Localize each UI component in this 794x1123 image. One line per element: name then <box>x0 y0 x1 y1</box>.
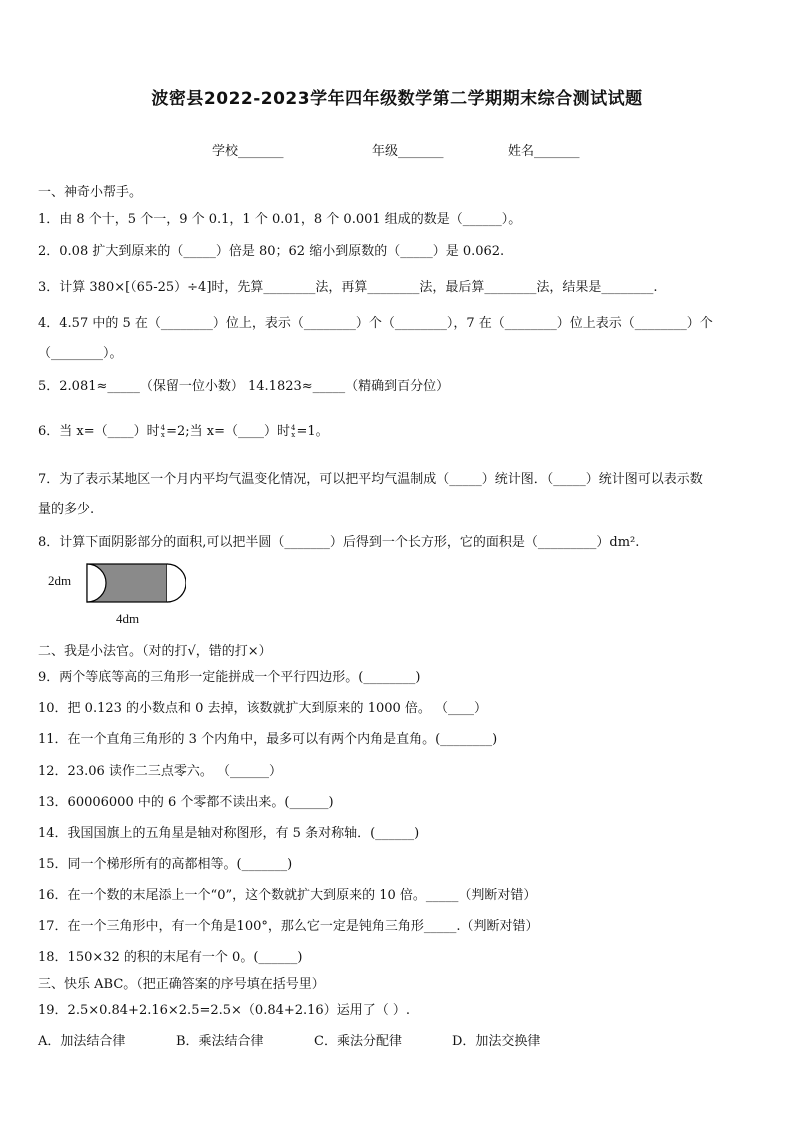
question-12: 12．23.06 读作二三点零六。 （______） <box>38 764 283 779</box>
question-2: 2．0.08 扩大到原来的（_____）倍是 80；62 缩小到原数的（_____）是 0.062. <box>38 244 505 259</box>
option-c[interactable]: C．乘法分配律 <box>314 1034 402 1049</box>
option-b[interactable]: B．乘法结合律 <box>176 1034 264 1049</box>
question-6-part-1: 6．当 x=（____）时 <box>38 424 160 439</box>
question-4-line-1: 4．4.57 中的 5 在（________）位上，表示（________）个（________），7 在（________）位上表示（________）个 <box>38 316 713 331</box>
question-7-line-1: 7．为了表示某地区一个月内平均气温变化情况，可以把平均气温制成（_____）统计图．（_____）统计图可以表示数 <box>38 472 703 487</box>
figure-height-label: 2dm <box>48 573 72 588</box>
question-13: 13．60006000 中的 6 个零都不读出来。(______) <box>38 795 334 810</box>
question-11: 11．在一个直角三角形的 3 个内角中，最多可以有两个内角是直角。(________) <box>38 732 498 747</box>
grade-field[interactable]: 年级_______ <box>372 144 444 159</box>
fraction-4-over-x-2: 4 x <box>291 423 296 439</box>
question-4-line-2: （________）。 <box>38 346 123 361</box>
question-6-part-2: =2;当 x=（____）时 <box>166 424 291 439</box>
option-a[interactable]: A．加法结合律 <box>38 1034 126 1049</box>
figure-width-label: 4dm <box>116 611 140 626</box>
question-6-part-3: =1。 <box>296 424 329 439</box>
fraction-4-over-x: 4 x <box>160 423 166 439</box>
question-1: 1．由 8 个十，5 个一，9 个 0.1，1 个 0.01，8 个 0.001 组成的数是（______）。 <box>38 212 522 227</box>
shaded-area-figure <box>86 563 186 605</box>
page-title: 波密县2022-2023学年四年级数学第二学期期末综合测试试题 <box>151 89 643 109</box>
question-16: 16．在一个数的末尾添上一个“0”，这个数就扩大到原来的 10 倍。_____（判断对错） <box>38 888 537 903</box>
right-semicircle <box>167 564 186 602</box>
question-3: 3．计算 380×[（65-25）÷4]时，先算________法，再算________法，最后算________法，结果是________. <box>38 280 658 295</box>
question-8: 8．计算下面阴影部分的面积,可以把半圆（_______）后得到一个长方形，它的面积是（_________）dm². <box>38 535 640 550</box>
question-15: 15．同一个梯形所有的高都相等。(_______) <box>38 857 293 872</box>
question-9: 9．两个等底等高的三角形一定能拼成一个平行四边形。(________) <box>38 670 421 685</box>
question-19: 19．2.5×0.84+2.16×2.5=2.5×（0.84+2.16）运用了（ ）. <box>38 1003 410 1018</box>
question-6 <box>38 420 329 439</box>
question-14: 14．我国国旗上的五角星是轴对称图形，有 5 条对称轴．(______) <box>38 826 420 841</box>
section-3-heading: 三、快乐 ABC。（把正确答案的序号填在括号里） <box>38 977 325 992</box>
section-1-heading: 一、神奇小帮手。 <box>38 185 143 200</box>
school-field[interactable]: 学校_______ <box>212 144 284 159</box>
question-5: 5．2.081≈_____（保留一位小数） 14.1823≈_____（精确到百分位） <box>38 379 450 394</box>
question-17: 17．在一个三角形中，有一个角是100°，那么它一定是钝角三角形_____.（判断对错） <box>38 919 539 934</box>
question-18: 18．150×32 的积的末尾有一个 0。(______) <box>38 950 303 965</box>
section-2-heading: 二、我是小法官。（对的打√，错的打×） <box>38 644 272 659</box>
name-field[interactable]: 姓名_______ <box>508 144 580 159</box>
question-10: 10．把 0.123 的小数点和 0 去掉，该数就扩大到原来的 1000 倍。 （____） <box>38 701 488 716</box>
option-d[interactable]: D．加法交换律 <box>452 1034 541 1049</box>
question-7-line-2: 量的多少. <box>38 502 95 517</box>
